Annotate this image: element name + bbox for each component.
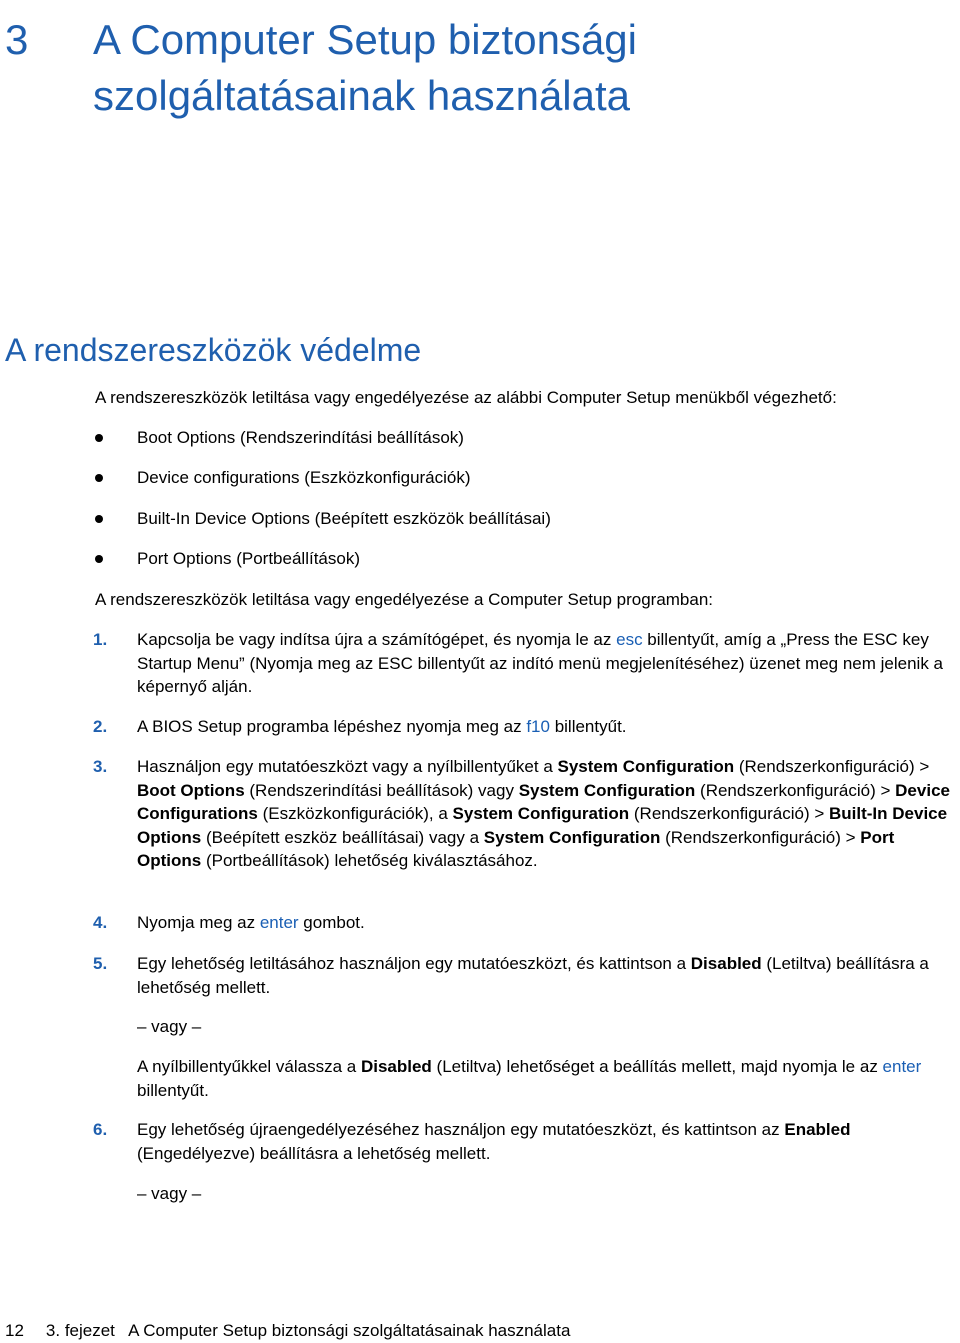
lead-paragraph: A rendszereszközök letiltása vagy engedélyezése a Computer Setup programban: (95, 590, 714, 609)
step-5-alt-text (137, 1055, 957, 1102)
menu-name: Built-In Device Options (137, 804, 948, 847)
option-name: Disabled (690, 954, 762, 973)
menu-name: Boot Options (137, 780, 245, 800)
enter-key: enter (882, 1057, 922, 1076)
step-text-run: Egy lehetőség letiltásához használjon egy mutatóeszközt, és kattintson a (137, 954, 691, 973)
bullet-icon (95, 434, 103, 442)
menu-name: System Configuration (452, 804, 630, 823)
or-separator: – vagy – (137, 1017, 202, 1036)
step-number: 4. (93, 913, 108, 932)
esc-key: esc (616, 630, 643, 649)
chapter-title: A Computer Setup biztonsági szolgáltatásainak használata (93, 16, 637, 119)
list-item-text: Port Options (Portbeállítások) (137, 549, 360, 568)
step-text-run: billentyűt. (137, 1080, 209, 1100)
step-1-text (137, 628, 957, 699)
footer-text: 3. fejezet A Computer Setup biztonsági szolgáltatásainak használata (45, 1321, 571, 1340)
step-text-run: (Beépített eszköz beállításai) vagy a (201, 827, 484, 847)
step-text-run: (Rendszerkonfiguráció) > (695, 780, 896, 800)
list-item-text: Boot Options (Rendszerindítási beállítások) (137, 428, 464, 447)
menu-name: System Configuration (518, 780, 696, 800)
step-text-run: billentyűt, amíg a „Press the ESC key Startup Menu” (Nyomja meg az ESC billentyűt az indító menü megjelenítéséhez) üzenet meg nem jelenik a képernyő alján. (137, 630, 944, 696)
or-separator: – vagy – (137, 1184, 202, 1203)
step-number: 5. (93, 954, 108, 973)
step-text-run: Használjon egy mutatóeszközt vagy a nyílbillentyűket a (137, 757, 558, 776)
enter-key: enter (259, 913, 299, 932)
step-4-text (137, 911, 957, 935)
step-3-text (137, 755, 957, 873)
step-text-run: (Rendszerkonfiguráció) > (629, 804, 829, 823)
step-text-run: (Rendszerkonfiguráció) > (660, 827, 861, 847)
step-text-run: (Letiltva) lehetőséget a beállítás mellett, majd nyomja le az (431, 1057, 883, 1076)
step-text-run: (Eszközkonfigurációk), a (257, 804, 453, 823)
menu-name: Device Configurations (137, 780, 950, 823)
section-heading: A rendszereszközök védelme (5, 332, 422, 368)
step-text-run: gombot. (298, 913, 365, 932)
step-number: 2. (93, 717, 108, 736)
intro-paragraph: A rendszereszközök letiltása vagy engedélyezése az alábbi Computer Setup menükből végezhető: (95, 388, 837, 407)
step-number: 6. (93, 1120, 108, 1139)
step-text-run: (Letiltva) beállításra a lehetőség mellett. (137, 954, 929, 997)
bullet-icon (95, 555, 103, 563)
option-name: Enabled (784, 1120, 851, 1139)
step-number: 3. (93, 757, 108, 776)
page-number: 12 (5, 1321, 24, 1340)
step-text-run: (Portbeállítások) lehetőség kiválasztásához. (201, 851, 538, 870)
menu-name: System Configuration (557, 757, 735, 776)
step-number: 1. (93, 630, 108, 649)
page-footer (5, 1320, 570, 1342)
step-text-run: (Engedélyezve) beállításra a lehetőség mellett. (137, 1143, 491, 1163)
chapter-number: 3 (5, 16, 29, 63)
step-text-run: A BIOS Setup programba lépéshez nyomja meg az (137, 717, 527, 736)
step-text-run: Egy lehetőség újraengedélyezéséhez használjon egy mutatóeszközt, és kattintson az (137, 1120, 785, 1139)
menu-name: Port Options (137, 827, 895, 870)
step-text-run: A nyílbillentyűkkel válassza a (137, 1057, 361, 1076)
step-5-text (137, 952, 957, 999)
step-2-text (137, 715, 957, 739)
list-item-text: Built-In Device Options (Beépített eszközök beállításai) (137, 509, 551, 528)
bullet-icon (95, 515, 103, 523)
step-text-run: Nyomja meg az (137, 913, 260, 932)
menu-name: System Configuration (483, 827, 661, 847)
bullet-icon (95, 474, 103, 482)
list-item-text: Device configurations (Eszközkonfigurációk) (137, 468, 471, 487)
step-text-run: (Rendszerindítási beállítások) vagy (244, 780, 519, 800)
f10-key: f10 (526, 717, 550, 736)
step-text-run: (Rendszerkonfiguráció) > (734, 757, 930, 776)
step-text-run: Kapcsolja be vagy indítsa újra a számítógépet, és nyomja le az (137, 630, 617, 649)
step-text-run: billentyűt. (549, 717, 627, 736)
step-6-text (137, 1118, 957, 1165)
option-name: Disabled (360, 1057, 432, 1076)
